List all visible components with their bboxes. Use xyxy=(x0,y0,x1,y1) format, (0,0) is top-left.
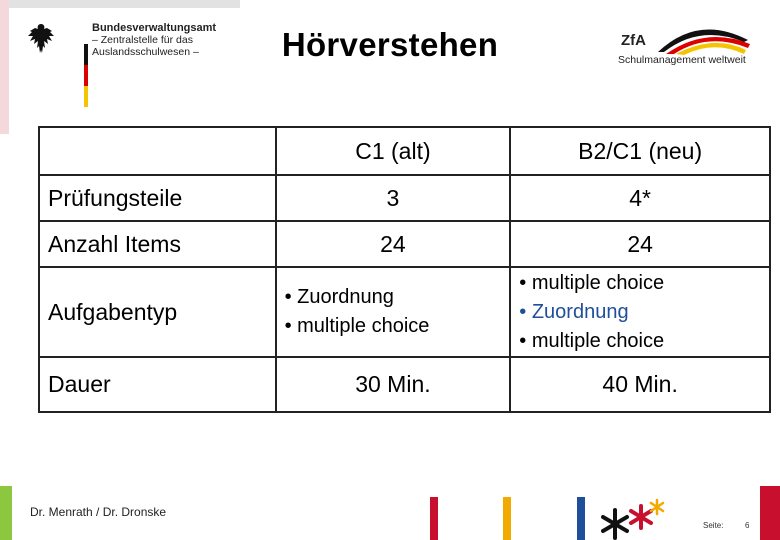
footer-red-bar xyxy=(430,497,438,540)
german-flag xyxy=(84,44,88,108)
cell-c1: 24 xyxy=(276,221,511,267)
list-item: • Zuordnung xyxy=(284,286,394,308)
bva-line3: Auslandsschulwesen – xyxy=(92,46,199,58)
page-number: 6 xyxy=(745,521,750,530)
top-decor-bar xyxy=(0,0,240,8)
page-title: Hörverstehen xyxy=(281,26,499,63)
row-label: Anzahl Items xyxy=(39,221,276,267)
page-label: Seite: xyxy=(703,521,724,530)
row-label: Dauer xyxy=(39,357,276,412)
eagle-icon xyxy=(26,22,56,58)
table-header-row xyxy=(39,127,770,175)
footer-gold-bar xyxy=(503,497,511,540)
star-logo-icon xyxy=(597,498,667,540)
footer-green-bar xyxy=(0,486,12,540)
header-cell-c2: B2/C1 (neu) xyxy=(510,127,770,175)
footer-red-corner-bar xyxy=(760,486,780,540)
zfa-subtitle: Schulmanagement weltweit xyxy=(618,54,746,66)
list-item: • multiple choice xyxy=(519,271,665,294)
header-cell-c1: C1 (alt) xyxy=(276,127,511,175)
bva-logo-text xyxy=(92,22,216,58)
table-row xyxy=(39,221,770,267)
cell-c2-list xyxy=(510,267,770,357)
cell-c1: 3 xyxy=(276,175,511,221)
row-label: Aufgabentyp xyxy=(39,267,276,357)
table-row xyxy=(39,175,770,221)
list-item-highlighted: • Zuordnung xyxy=(519,300,629,323)
cell-c1: 30 Min. xyxy=(276,357,511,412)
bva-logo xyxy=(26,22,217,84)
cell-c2: 4* xyxy=(510,175,770,221)
left-decor-bar xyxy=(0,0,9,134)
row-label: Prüfungsteile xyxy=(39,175,276,221)
footer-blue-bar xyxy=(577,497,585,540)
cell-c2: 24 xyxy=(510,221,770,267)
table-row xyxy=(39,357,770,412)
table-row xyxy=(39,267,770,357)
bva-line1: Bundesverwaltungsamt xyxy=(92,22,217,34)
header-cell-empty xyxy=(39,127,276,175)
zfa-logo xyxy=(618,22,778,72)
comparison-table xyxy=(38,126,771,411)
list-item: • multiple choice xyxy=(519,329,665,352)
footer-authors: Dr. Menrath / Dr. Dronske xyxy=(30,505,167,519)
cell-c2: 40 Min. xyxy=(510,357,770,412)
list-item: • multiple choice xyxy=(284,315,430,337)
zfa-name: ZfA xyxy=(621,32,646,49)
bva-line2: – Zentralstelle für das xyxy=(92,34,193,46)
cell-c1-list xyxy=(276,267,511,357)
